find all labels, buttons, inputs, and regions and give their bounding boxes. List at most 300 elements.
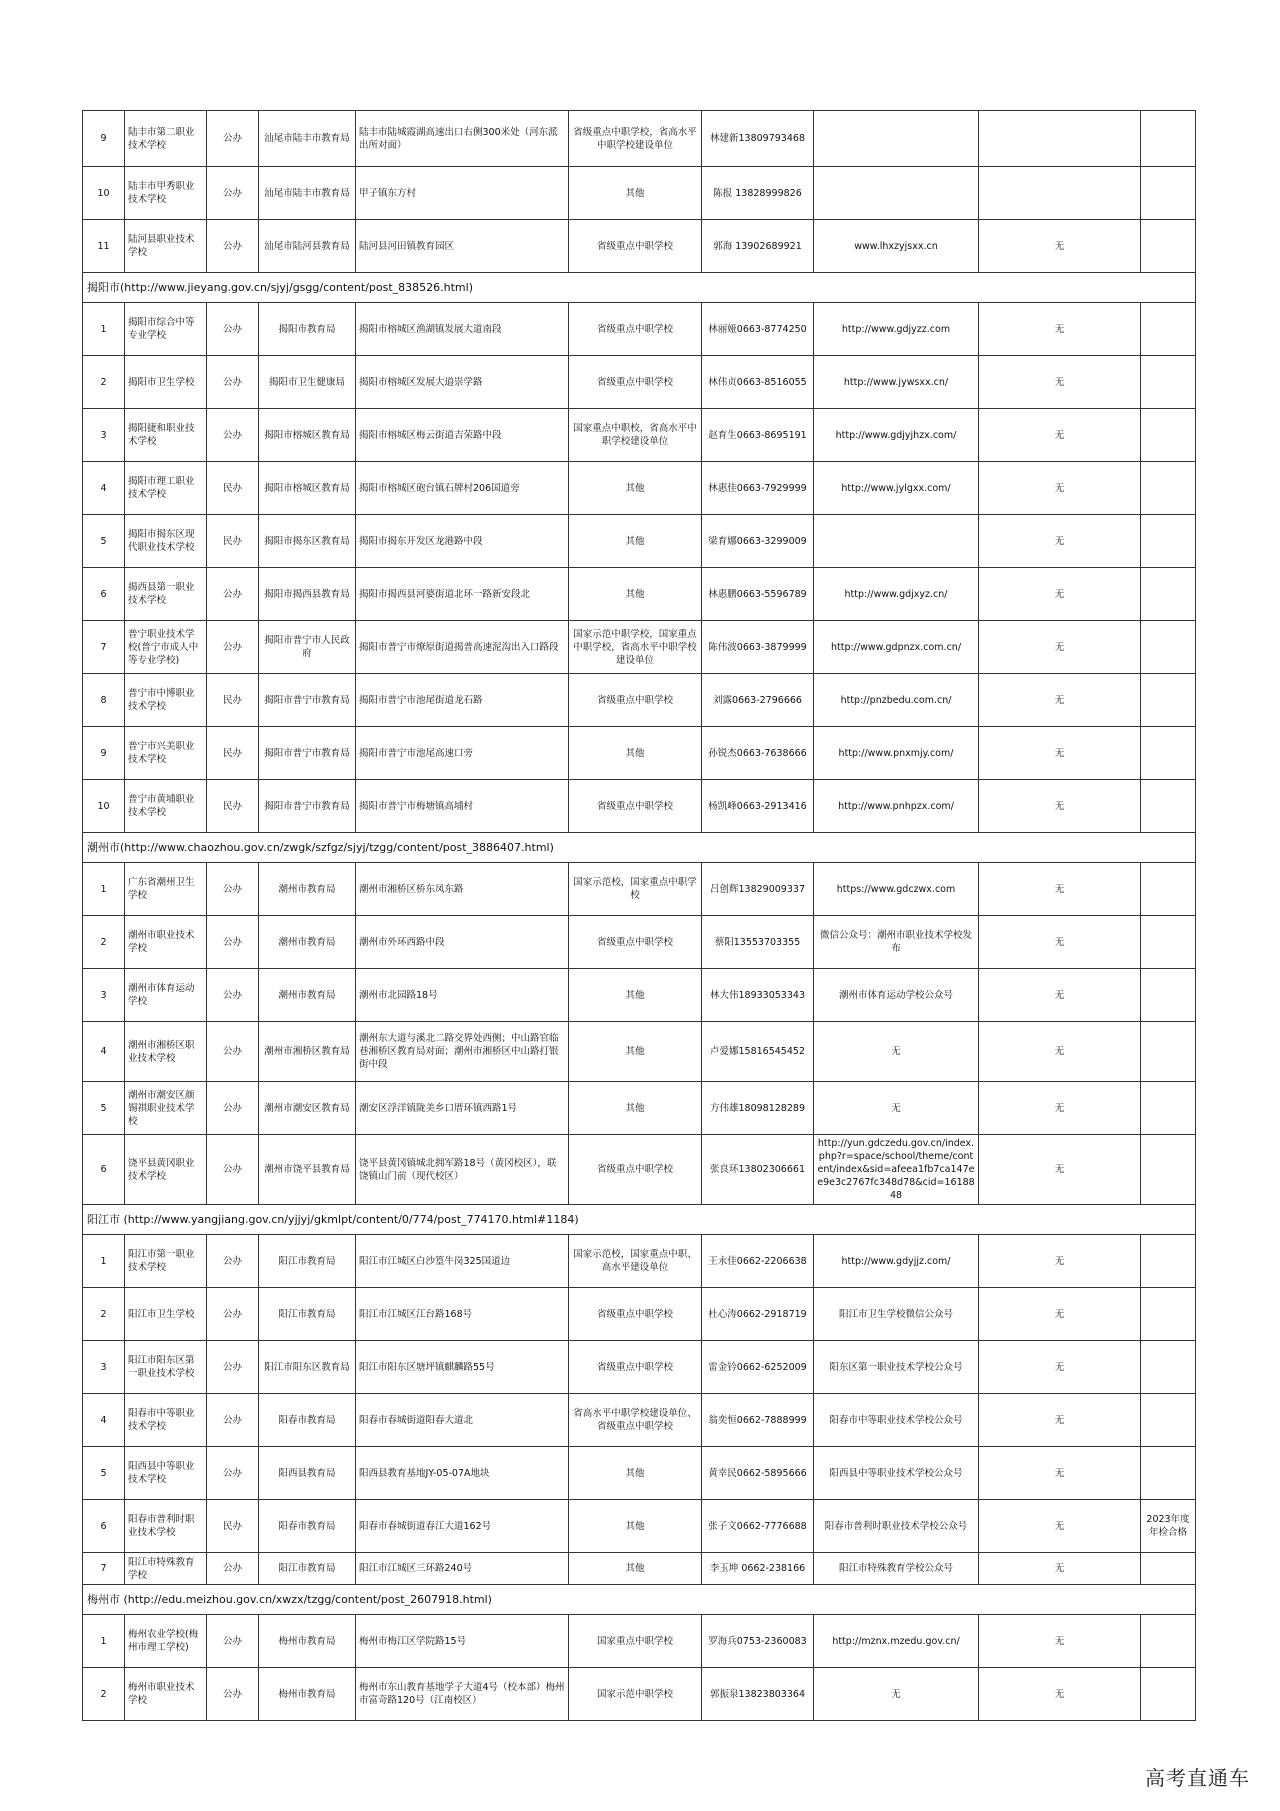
contact-cell: 王永佳0662-2206638	[702, 1235, 814, 1288]
row-number-cell: 9	[83, 727, 125, 780]
address-cell: 揭阳市榕城区渔湖镇发展大道南段	[356, 303, 569, 356]
school-level-cell: 国家示范校，国家重点中职学校	[569, 863, 702, 916]
violation-cell: 无	[979, 409, 1141, 462]
school-name-cell: 陆丰市甲秀职业技术学校	[125, 167, 207, 220]
school-level-cell: 其他	[569, 167, 702, 220]
school-type-cell: 公办	[207, 1341, 259, 1394]
address-cell: 阳春市春城街道春江大道162号	[356, 1500, 569, 1553]
school-level-cell: 国家重点中职学校	[569, 1615, 702, 1668]
row-number-cell: 2	[83, 356, 125, 409]
address-cell: 潮安区浮洋镇陇美乡口厝环镇西路1号	[356, 1082, 569, 1135]
website-cell: http://www.gdjxyz.cn/	[814, 568, 979, 621]
remark-cell	[1141, 1235, 1196, 1288]
table-row	[83, 780, 1196, 833]
school-name-cell: 普宁职业技术学校(普宁市成人中等专业学校)	[125, 621, 207, 674]
address-cell: 梅州市梅江区学院路15号	[356, 1615, 569, 1668]
website-cell: 阳春市中等职业技术学校公众号	[814, 1394, 979, 1447]
authority-cell: 揭阳市榕城区教育局	[259, 409, 356, 462]
city-section-header	[83, 1205, 1196, 1235]
school-name-cell: 阳春市普利时职业技术学校	[125, 1500, 207, 1553]
website-cell: http://www.gdjyzz.com	[814, 303, 979, 356]
address-cell: 揭阳市榕城区梅云街道吉荣路中段	[356, 409, 569, 462]
school-name-cell: 潮州市体育运动学校	[125, 969, 207, 1022]
address-cell: 潮州市外环西路中段	[356, 916, 569, 969]
remark-cell	[1141, 863, 1196, 916]
authority-cell: 潮州市湘桥区教育局	[259, 1022, 356, 1082]
row-number-cell: 1	[83, 1235, 125, 1288]
city-section-title: 阳江市 (http://www.yangjiang.gov.cn/yjjyj/gkmlpt/content/0/774/post_774170.html#1184)	[83, 1205, 1196, 1235]
authority-cell: 阳江市教育局	[259, 1553, 356, 1585]
row-number-cell: 1	[83, 1615, 125, 1668]
school-type-cell: 民办	[207, 727, 259, 780]
authority-cell: 揭阳市榕城区教育局	[259, 462, 356, 515]
address-cell: 阳江市江城区三环路240号	[356, 1553, 569, 1585]
school-name-cell: 梅州农业学校(梅州市理工学校)	[125, 1615, 207, 1668]
table-row	[83, 727, 1196, 780]
contact-cell: 李玉坤 0662-238166	[702, 1553, 814, 1585]
violation-cell: 无	[979, 220, 1141, 273]
remark-cell	[1141, 515, 1196, 568]
school-level-cell: 省级重点中职学校	[569, 916, 702, 969]
website-cell: 无	[814, 1668, 979, 1721]
row-number-cell: 9	[83, 111, 125, 167]
contact-cell: 杜心涛0662-2918719	[702, 1288, 814, 1341]
row-number-cell: 5	[83, 1082, 125, 1135]
row-number-cell: 3	[83, 969, 125, 1022]
violation-cell: 无	[979, 356, 1141, 409]
table-row	[83, 916, 1196, 969]
row-number-cell: 6	[83, 1135, 125, 1205]
violation-cell: 无	[979, 1022, 1141, 1082]
school-type-cell: 公办	[207, 303, 259, 356]
address-cell: 揭阳市普宁市燎原街道揭普高速泥沟出入口路段	[356, 621, 569, 674]
school-name-cell: 陆丰市第二职业技术学校	[125, 111, 207, 167]
authority-cell: 阳江市阳东区教育局	[259, 1341, 356, 1394]
contact-cell: 孙锐杰0663-7638666	[702, 727, 814, 780]
address-cell: 陆河县河田镇教育园区	[356, 220, 569, 273]
school-list-table	[82, 110, 1196, 1721]
remark-cell	[1141, 621, 1196, 674]
table-row	[83, 1022, 1196, 1082]
school-level-cell: 其他	[569, 1447, 702, 1500]
authority-cell: 潮州市教育局	[259, 916, 356, 969]
contact-cell: 张子文0662-7776688	[702, 1500, 814, 1553]
remark-cell	[1141, 969, 1196, 1022]
website-cell: http://www.gdpnzx.com.cn/	[814, 621, 979, 674]
address-cell: 梅州市东山教育基地学子大道4号（校本部）梅州市富奇路120号（江南校区）	[356, 1668, 569, 1721]
school-type-cell: 公办	[207, 1668, 259, 1721]
school-type-cell: 民办	[207, 780, 259, 833]
website-cell: 阳春市普利时职业技术学校公众号	[814, 1500, 979, 1553]
address-cell: 揭阳市揭东开发区龙港路中段	[356, 515, 569, 568]
authority-cell: 揭阳市普宁市教育局	[259, 727, 356, 780]
row-number-cell: 7	[83, 621, 125, 674]
school-level-cell: 其他	[569, 727, 702, 780]
contact-cell: 杨凯峰0663-2913416	[702, 780, 814, 833]
authority-cell: 揭阳市揭西县教育局	[259, 568, 356, 621]
table-row	[83, 409, 1196, 462]
violation-cell: 无	[979, 568, 1141, 621]
address-cell: 潮州东大道与溪北二路交界处西侧；中山路官临巷湘桥区教育局对面；潮州市湘桥区中山路打银街中段	[356, 1022, 569, 1082]
authority-cell: 汕尾市陆河县教育局	[259, 220, 356, 273]
contact-cell: 蔡阳13553703355	[702, 916, 814, 969]
school-type-cell: 公办	[207, 969, 259, 1022]
school-name-cell: 阳西县中等职业技术学校	[125, 1447, 207, 1500]
city-section-title: 揭阳市(http://www.jieyang.gov.cn/sjyj/gsgg/content/post_838526.html)	[83, 273, 1196, 303]
address-cell: 揭阳市普宁市池尾高速口旁	[356, 727, 569, 780]
authority-cell: 揭阳市普宁市教育局	[259, 780, 356, 833]
row-number-cell: 1	[83, 303, 125, 356]
table-row	[83, 356, 1196, 409]
remark-cell	[1141, 1615, 1196, 1668]
school-name-cell: 揭阳捷和职业技术学校	[125, 409, 207, 462]
violation-cell: 无	[979, 1553, 1141, 1585]
authority-cell: 揭阳市普宁市教育局	[259, 674, 356, 727]
school-name-cell: 阳江市第一职业技术学校	[125, 1235, 207, 1288]
school-level-cell: 其他	[569, 515, 702, 568]
authority-cell: 阳春市教育局	[259, 1500, 356, 1553]
website-cell: 无	[814, 1022, 979, 1082]
authority-cell: 揭阳市教育局	[259, 303, 356, 356]
table-row	[83, 111, 1196, 167]
row-number-cell: 4	[83, 1394, 125, 1447]
violation-cell: 无	[979, 303, 1141, 356]
website-cell: 无	[814, 1082, 979, 1135]
school-level-cell: 国家示范中职学校，国家重点中职学校，省高水平中职学校建设单位	[569, 621, 702, 674]
address-cell: 阳江市阳东区塘坪镇麒麟路55号	[356, 1341, 569, 1394]
remark-cell	[1141, 568, 1196, 621]
remark-cell	[1141, 916, 1196, 969]
violation-cell	[979, 111, 1141, 167]
contact-cell: 刘露0663-2796666	[702, 674, 814, 727]
address-cell: 甲子镇东方村	[356, 167, 569, 220]
row-number-cell: 4	[83, 1022, 125, 1082]
website-cell: http://www.gdyjjz.com/	[814, 1235, 979, 1288]
school-level-cell: 其他	[569, 568, 702, 621]
authority-cell: 梅州市教育局	[259, 1615, 356, 1668]
website-cell: http://www.pnxmjy.com/	[814, 727, 979, 780]
school-name-cell: 陆河县职业技术学校	[125, 220, 207, 273]
school-name-cell: 揭阳市卫生学校	[125, 356, 207, 409]
authority-cell: 阳江市教育局	[259, 1235, 356, 1288]
school-name-cell: 普宁市兴美职业技术学校	[125, 727, 207, 780]
school-level-cell: 其他	[569, 1022, 702, 1082]
remark-cell	[1141, 1394, 1196, 1447]
remark-cell	[1141, 462, 1196, 515]
school-level-cell: 省级重点中职学校	[569, 1288, 702, 1341]
row-number-cell: 1	[83, 863, 125, 916]
address-cell: 揭阳市榕城区砲台镇石牌村206国道旁	[356, 462, 569, 515]
contact-cell: 赵育生0663-8695191	[702, 409, 814, 462]
contact-cell: 雷金钤0662-6252009	[702, 1341, 814, 1394]
school-level-cell: 其他	[569, 969, 702, 1022]
violation-cell: 无	[979, 1615, 1141, 1668]
row-number-cell: 10	[83, 167, 125, 220]
contact-cell: 梁育娜0663-3299009	[702, 515, 814, 568]
contact-cell: 林伟贞0663-8516055	[702, 356, 814, 409]
row-number-cell: 5	[83, 515, 125, 568]
school-level-cell: 其他	[569, 462, 702, 515]
row-number-cell: 7	[83, 1553, 125, 1585]
row-number-cell: 6	[83, 1500, 125, 1553]
table-row	[83, 515, 1196, 568]
table-row	[83, 1235, 1196, 1288]
address-cell: 阳江市江城区江台路168号	[356, 1288, 569, 1341]
school-name-cell: 阳江市卫生学校	[125, 1288, 207, 1341]
table-row	[83, 1135, 1196, 1205]
school-type-cell: 公办	[207, 1394, 259, 1447]
authority-cell: 阳西县教育局	[259, 1447, 356, 1500]
school-type-cell: 公办	[207, 1082, 259, 1135]
remark-cell	[1141, 1668, 1196, 1721]
school-type-cell: 公办	[207, 220, 259, 273]
school-type-cell: 公办	[207, 356, 259, 409]
authority-cell: 揭阳市揭东区教育局	[259, 515, 356, 568]
contact-cell: 林惠佳0663-7929999	[702, 462, 814, 515]
contact-cell: 林丽娅0663-8774250	[702, 303, 814, 356]
contact-cell: 林惠鹏0663-5596789	[702, 568, 814, 621]
authority-cell: 梅州市教育局	[259, 1668, 356, 1721]
school-type-cell: 公办	[207, 111, 259, 167]
row-number-cell: 3	[83, 1341, 125, 1394]
violation-cell: 无	[979, 1135, 1141, 1205]
violation-cell: 无	[979, 1341, 1141, 1394]
school-type-cell: 公办	[207, 409, 259, 462]
school-level-cell: 省级重点中职学校	[569, 356, 702, 409]
table-row	[83, 1553, 1196, 1585]
school-name-cell: 揭阳市理工职业技术学校	[125, 462, 207, 515]
row-number-cell: 4	[83, 462, 125, 515]
table-row	[83, 1288, 1196, 1341]
school-level-cell: 省级重点中职学校	[569, 220, 702, 273]
violation-cell: 无	[979, 916, 1141, 969]
row-number-cell: 10	[83, 780, 125, 833]
address-cell: 阳春市春城街道阳春大道北	[356, 1394, 569, 1447]
violation-cell	[979, 167, 1141, 220]
website-cell: 阳江市卫生学校微信公众号	[814, 1288, 979, 1341]
table-row	[83, 863, 1196, 916]
website-cell	[814, 167, 979, 220]
school-level-cell: 省级重点中职学校	[569, 780, 702, 833]
remark-cell	[1141, 1341, 1196, 1394]
contact-cell: 卢爱娜15816545452	[702, 1022, 814, 1082]
city-section-title: 梅州市 (http://edu.meizhou.gov.cn/xwzx/tzgg/content/post_2607918.html)	[83, 1585, 1196, 1615]
website-cell: 阳江市特殊教育学校公众号	[814, 1553, 979, 1585]
remark-cell	[1141, 356, 1196, 409]
authority-cell: 阳春市教育局	[259, 1394, 356, 1447]
authority-cell: 潮州市教育局	[259, 969, 356, 1022]
school-name-cell: 饶平县黄冈职业技术学校	[125, 1135, 207, 1205]
school-type-cell: 公办	[207, 916, 259, 969]
address-cell: 揭阳市普宁市梅塘镇高埔村	[356, 780, 569, 833]
website-cell: 阳东区第一职业技术学校公众号	[814, 1341, 979, 1394]
table-body	[83, 111, 1196, 1721]
watermark-text: 高考直通车	[1145, 1766, 1250, 1790]
school-type-cell: 民办	[207, 515, 259, 568]
address-cell: 揭阳市普宁市池尾街道龙石路	[356, 674, 569, 727]
table-row	[83, 1500, 1196, 1553]
website-cell	[814, 515, 979, 568]
violation-cell: 无	[979, 780, 1141, 833]
row-number-cell: 6	[83, 568, 125, 621]
school-type-cell: 公办	[207, 863, 259, 916]
school-level-cell: 省级重点中职学校	[569, 1341, 702, 1394]
address-cell: 潮州市湘桥区桥东凤东路	[356, 863, 569, 916]
contact-cell: 罗海兵0753-2360083	[702, 1615, 814, 1668]
authority-cell: 揭阳市卫生健康局	[259, 356, 356, 409]
address-cell: 阳西县教育基地JY-05-07A地块	[356, 1447, 569, 1500]
table-row	[83, 462, 1196, 515]
school-name-cell: 广东省潮州卫生学校	[125, 863, 207, 916]
school-name-cell: 梅州市职业技术学校	[125, 1668, 207, 1721]
school-level-cell: 国家示范中职学校	[569, 1668, 702, 1721]
violation-cell: 无	[979, 1500, 1141, 1553]
school-name-cell: 阳江市阳东区第一职业技术学校	[125, 1341, 207, 1394]
violation-cell: 无	[979, 1447, 1141, 1500]
violation-cell: 无	[979, 969, 1141, 1022]
violation-cell: 无	[979, 674, 1141, 727]
table-row	[83, 220, 1196, 273]
school-name-cell: 普宁市黄埔职业技术学校	[125, 780, 207, 833]
remark-cell	[1141, 1553, 1196, 1585]
school-name-cell: 揭阳市揭东区现代职业技术学校	[125, 515, 207, 568]
school-name-cell: 阳江市特殊教育学校	[125, 1553, 207, 1585]
school-level-cell: 其他	[569, 1553, 702, 1585]
table-row	[83, 303, 1196, 356]
website-cell: 阳西县中等职业技术学校公众号	[814, 1447, 979, 1500]
contact-cell: 黄幸民0662-5895666	[702, 1447, 814, 1500]
table-row	[83, 1341, 1196, 1394]
authority-cell: 阳江市教育局	[259, 1288, 356, 1341]
address-cell: 揭阳市揭西县河婆街道北环一路新安段北	[356, 568, 569, 621]
table-row	[83, 674, 1196, 727]
table-row	[83, 568, 1196, 621]
contact-cell: 陈报 13828999826	[702, 167, 814, 220]
school-type-cell: 公办	[207, 1022, 259, 1082]
website-cell: http://www.jywsxx.cn/	[814, 356, 979, 409]
website-cell: https://www.gdczwx.com	[814, 863, 979, 916]
authority-cell: 汕尾市陆丰市教育局	[259, 167, 356, 220]
row-number-cell: 2	[83, 1668, 125, 1721]
school-level-cell: 省级重点中职学校	[569, 1135, 702, 1205]
website-cell: http://pnzbedu.com.cn/	[814, 674, 979, 727]
website-cell: http://yun.gdczedu.gov.cn/index.php?r=space/school/theme/content/index&sid=afeea1fb7ca147ee9e3c2767fc348d78&cid=1618848	[814, 1135, 979, 1205]
row-number-cell: 8	[83, 674, 125, 727]
violation-cell: 无	[979, 621, 1141, 674]
address-cell: 饶平县黄冈镇城北拥军路18号（黄冈校区），联饶镇山门前（现代校区）	[356, 1135, 569, 1205]
address-cell: 揭阳市榕城区发展大道崇学路	[356, 356, 569, 409]
school-type-cell: 民办	[207, 674, 259, 727]
school-name-cell: 潮州市职业技术学校	[125, 916, 207, 969]
school-level-cell: 省级重点中职学校	[569, 303, 702, 356]
remark-cell	[1141, 1447, 1196, 1500]
remark-cell	[1141, 1022, 1196, 1082]
remark-cell: 2023年度年检合格	[1141, 1500, 1196, 1553]
school-name-cell: 潮州市潮安区颜锡祺职业技术学校	[125, 1082, 207, 1135]
table-row	[83, 1615, 1196, 1668]
school-level-cell: 国家示范校，国家重点中职、高水平建设单位	[569, 1235, 702, 1288]
address-cell: 陆丰市陆城霞湖高速出口右侧300米处（河东派出所对面）	[356, 111, 569, 167]
authority-cell: 潮州市教育局	[259, 863, 356, 916]
school-level-cell: 省级重点中职学校	[569, 674, 702, 727]
violation-cell: 无	[979, 1288, 1141, 1341]
row-number-cell: 5	[83, 1447, 125, 1500]
remark-cell	[1141, 727, 1196, 780]
table-row	[83, 621, 1196, 674]
violation-cell: 无	[979, 1668, 1141, 1721]
city-section-title: 潮州市(http://www.chaozhou.gov.cn/zwgk/szfgz/sjyj/tzgg/content/post_3886407.html)	[83, 833, 1196, 863]
contact-cell: 林建新13809793468	[702, 111, 814, 167]
remark-cell	[1141, 303, 1196, 356]
contact-cell: 翁奕恒0662-7888999	[702, 1394, 814, 1447]
authority-cell: 揭阳市普宁市人民政府	[259, 621, 356, 674]
website-cell: http://www.jylgxx.com/	[814, 462, 979, 515]
school-type-cell: 公办	[207, 1235, 259, 1288]
remark-cell	[1141, 220, 1196, 273]
school-name-cell: 普宁市中博职业技术学校	[125, 674, 207, 727]
school-type-cell: 民办	[207, 462, 259, 515]
row-number-cell: 2	[83, 916, 125, 969]
table-row	[83, 167, 1196, 220]
row-number-cell: 11	[83, 220, 125, 273]
school-level-cell: 其他	[569, 1082, 702, 1135]
remark-cell	[1141, 167, 1196, 220]
school-level-cell: 国家重点中职校，省高水平中职学校建设单位	[569, 409, 702, 462]
row-number-cell: 3	[83, 409, 125, 462]
table-row	[83, 1447, 1196, 1500]
violation-cell: 无	[979, 1235, 1141, 1288]
school-level-cell: 省级重点中职学校，省高水平中职学校建设单位	[569, 111, 702, 167]
school-name-cell: 潮州市湘桥区职业技术学校	[125, 1022, 207, 1082]
website-cell: http://www.pnhpzx.com/	[814, 780, 979, 833]
violation-cell: 无	[979, 515, 1141, 568]
school-type-cell: 公办	[207, 621, 259, 674]
violation-cell: 无	[979, 727, 1141, 780]
table-row	[83, 1668, 1196, 1721]
remark-cell	[1141, 111, 1196, 167]
school-name-cell: 阳春市中等职业技术学校	[125, 1394, 207, 1447]
website-cell: http://www.gdjyjhzx.com/	[814, 409, 979, 462]
table-row	[83, 1394, 1196, 1447]
school-level-cell: 其他	[569, 1500, 702, 1553]
school-type-cell: 公办	[207, 1553, 259, 1585]
contact-cell: 林大伟18933053343	[702, 969, 814, 1022]
contact-cell: 郭海 13902689921	[702, 220, 814, 273]
contact-cell: 陈伟波0663-3879999	[702, 621, 814, 674]
city-section-header	[83, 1585, 1196, 1615]
website-cell	[814, 111, 979, 167]
contact-cell: 张良环13802306661	[702, 1135, 814, 1205]
website-cell: http://mznx.mzedu.gov.cn/	[814, 1615, 979, 1668]
school-type-cell: 公办	[207, 1447, 259, 1500]
contact-cell: 郭振泉13823803364	[702, 1668, 814, 1721]
school-type-cell: 公办	[207, 1135, 259, 1205]
address-cell: 阳江市江城区白沙篁牛岗325国道边	[356, 1235, 569, 1288]
violation-cell: 无	[979, 1082, 1141, 1135]
remark-cell	[1141, 409, 1196, 462]
school-name-cell: 揭西县第一职业技术学校	[125, 568, 207, 621]
table-row	[83, 969, 1196, 1022]
remark-cell	[1141, 1288, 1196, 1341]
violation-cell: 无	[979, 863, 1141, 916]
website-cell: 潮州市体育运动学校公众号	[814, 969, 979, 1022]
contact-cell: 方伟雄18098128289	[702, 1082, 814, 1135]
school-type-cell: 公办	[207, 1615, 259, 1668]
contact-cell: 吕创辉13829009337	[702, 863, 814, 916]
remark-cell	[1141, 1082, 1196, 1135]
school-level-cell: 省高水平中职学校建设单位、省级重点中职学校	[569, 1394, 702, 1447]
city-section-header	[83, 273, 1196, 303]
